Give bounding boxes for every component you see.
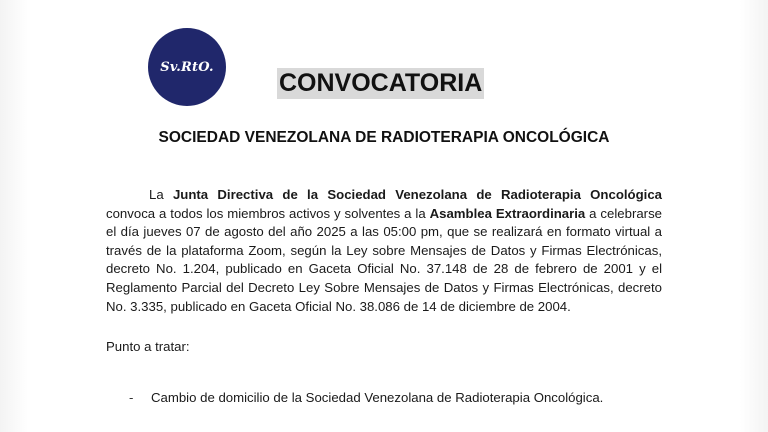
paragraph-details: a celebrarse el día jueves 07 de agosto del año 2025 a las 05:00 pm, que se realizará en formato virtual a través de la plataforma Zoom, según la Ley sobre Mensajes de Datos y Firmas Electrónicas, decreto No. 1.204, publicado en Gaceta Oficial No. 37.148 de 28 de febrero de 2001 y el Reglamento Parcial del Decreto Ley Sobre Mensajes de Datos y Firmas Electrónicas, decreto No. 3.335, publicado en Gaceta Oficial No. 38.086 de 14 de diciembre de 2004. xyxy=(106,205,662,314)
logo-lettering: Sv.RtO. xyxy=(160,59,214,75)
society-logo xyxy=(148,28,226,106)
agenda-item-text: Cambio de domicilio de la Sociedad Venezolana de Radioterapia Oncológica. xyxy=(151,390,604,405)
paragraph-intro: La xyxy=(149,187,173,202)
paragraph-middle: convoca a todos los miembros activos y solventes a la xyxy=(106,205,430,221)
organization-name: SOCIEDAD VENEZOLANA DE RADIOTERAPIA ONCOLÓGICA xyxy=(158,129,610,146)
assembly-name: Asamblea Extraordinaria xyxy=(429,205,586,221)
page-title: CONVOCATORIA xyxy=(279,69,483,97)
convocation-paragraph xyxy=(106,186,662,316)
agenda-heading: Punto a tratar: xyxy=(106,339,190,354)
board-name: Junta Directiva de la Sociedad Venezolana de Radioterapia Oncológica xyxy=(172,187,662,202)
list-bullet: - xyxy=(129,390,134,405)
convocation-body xyxy=(106,186,662,316)
agenda-item xyxy=(129,389,603,407)
